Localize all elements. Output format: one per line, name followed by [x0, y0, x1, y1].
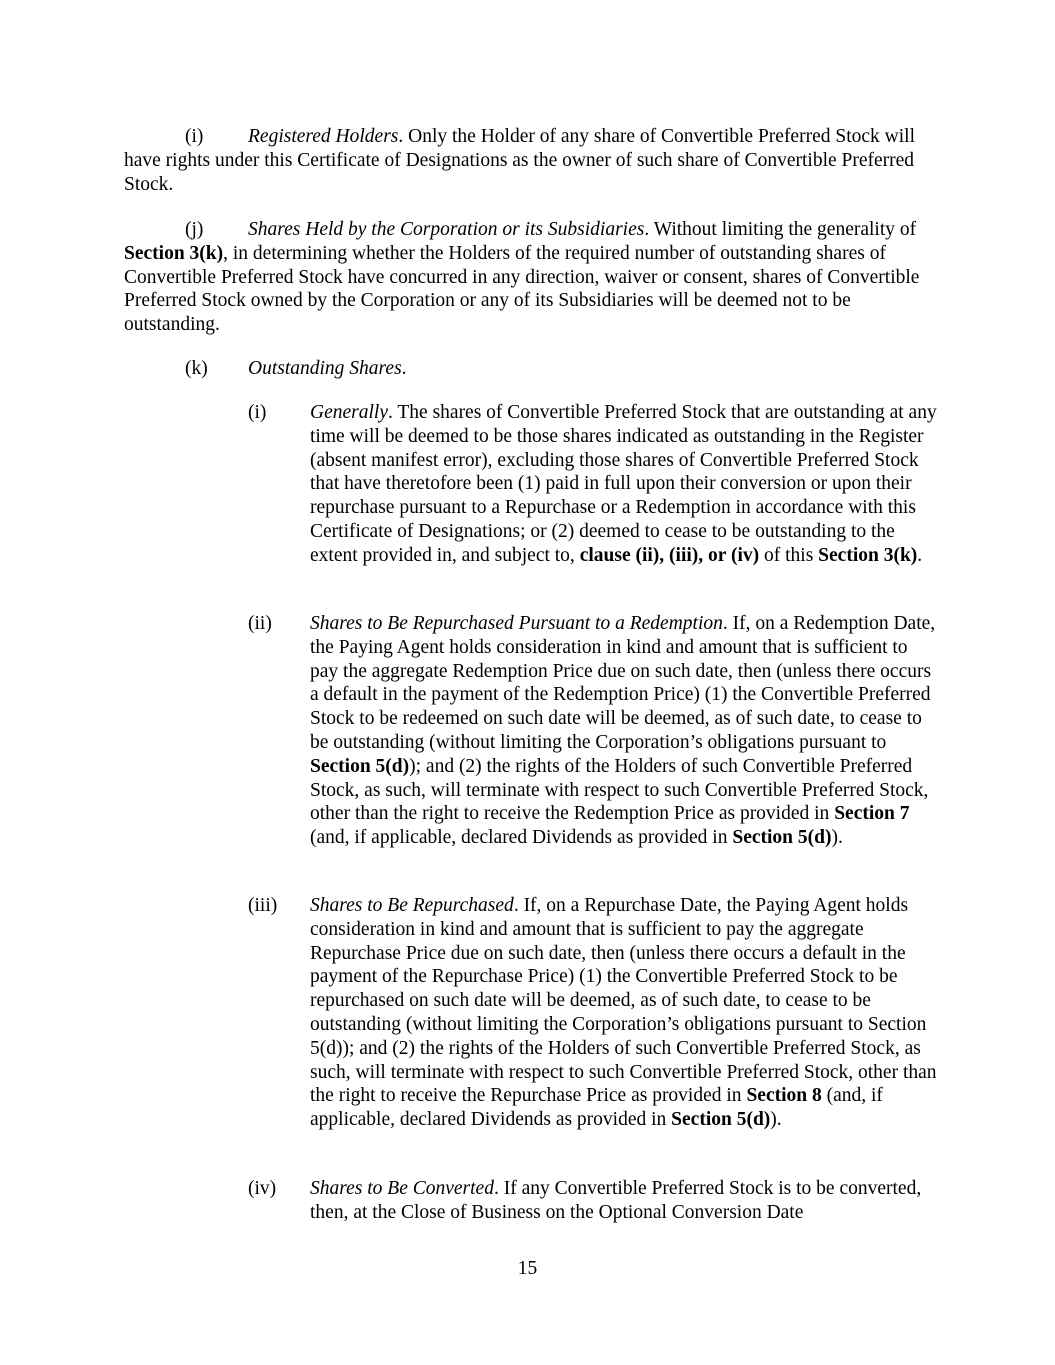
- section-i-title: Registered Holders: [248, 126, 399, 147]
- section-j-text: , in determining whether the Holders of the required number of outstanding shares of Convertible Preferred Stock have concurred in any direction, waiver or consent, shares of Convertible Preferred Stock owned by the Corporation or any of its Subsidiaries will be deemed not to be outstanding.: [124, 242, 920, 336]
- section-ref: Section 7: [834, 803, 910, 825]
- subsection-text: . If, on a Repurchase Date, the Paying Agent holds consideration in kind and amount that is sufficient to pay the aggregate Repurchase Price due on such date, then (unless there occurs a default in the payment of the Repurchase Price) (1) the Convertible Preferred Stock to be repurchased on such date will be deemed, as of such date, to cease to be outstanding (without limiting the Corporation’s obligations pursuant to Section 5(d)); and (2) the rights of the Holders of such Convertible Preferred Stock, as such, will terminate with respect to such Convertible Preferred Stock, other than the right to receive the Repurchase Price as provided in: [310, 895, 937, 1107]
- subsection-i: [248, 401, 938, 568]
- page-number: 15: [517, 1258, 538, 1279]
- section-ref: Section 3(k): [818, 544, 918, 566]
- subsection-text: ); and (2) the rights of the Holders of such Convertible Preferred Stock, as such, will terminate with respect to such Convertible Preferred Stock, other than the right to receive the Redemption Price as provided in: [310, 755, 929, 825]
- subsection-iii-label: (iii): [248, 895, 278, 916]
- subsection-text: . If, on a Redemption Date, the Paying Agent holds consideration in kind and amount that is sufficient to pay the aggregate Redemption Price due on such date, then (unless there occurs a default in the payment of the Redemption Price) (1) the Convertible Preferred Stock to be redeemed on such date will be deemed, as of such date, to cease to be outstanding (without limiting the Corporation’s obligations pursuant to: [310, 613, 936, 753]
- subsection-iii-title: Shares to Be Repurchased: [310, 895, 514, 916]
- section-j-title: Shares Held by the Corporation or its Subsidiaries: [248, 219, 645, 240]
- section-i-label: (i): [185, 126, 204, 147]
- subsection-text: (and, if applicable, declared Dividends as provided in: [310, 827, 733, 849]
- section-j-label: (j): [185, 219, 204, 240]
- section-k-title: Outstanding Shares: [248, 358, 402, 379]
- subsection-iv-title: Shares to Be Converted: [310, 1178, 494, 1199]
- section-ref: Section 3(k): [124, 242, 224, 264]
- subsection-text: ).: [831, 827, 843, 849]
- subsection-iv-body: [310, 1177, 938, 1225]
- section-j: [124, 218, 936, 337]
- subsection-i-label: (i): [248, 402, 267, 423]
- section-ref: clause (ii), (iii), or (iv): [579, 544, 760, 566]
- section-k-label: (k): [185, 358, 208, 379]
- subsection-iii-body: [310, 894, 938, 1132]
- subsection-ii-label: (ii): [248, 613, 272, 634]
- subsection-text: ).: [770, 1109, 782, 1131]
- subsection-text: . The shares of Convertible Preferred Stock that are outstanding at any time will be deemed to be those shares indicated as outstanding in the Register (absent manifest error), excluding those shares of Convertible Preferred Stock that have theretofore been (1) paid in full upon their conversion or upon their repurchase pursuant to a Repurchase or a Redemption in accordance with this Certificate of Designations; or (2) deemed to cease to be outstanding to the extent provided in, and subject to,: [310, 402, 937, 566]
- subsection-text: . If any Convertible Preferred Stock is to be converted, then, at the Close of Business on the Optional Conversion Date: [310, 1178, 922, 1223]
- section-j-text: . Without limiting the generality of: [644, 219, 917, 240]
- subsection-i-body: [310, 401, 938, 568]
- subsection-iv: [248, 1177, 938, 1225]
- subsection-text: of this: [759, 544, 819, 566]
- subsection-iv-label: (iv): [248, 1178, 277, 1199]
- subsection-ii-body: [310, 612, 938, 850]
- subsection-i-title: Generally: [310, 402, 388, 423]
- section-k: [124, 357, 936, 381]
- subsection-ii: [248, 612, 938, 850]
- subsection-text: (and, if applicable, declared Dividends as provided in: [310, 1085, 883, 1131]
- section-ref: Section 5(d): [671, 1109, 771, 1131]
- section-ref: Section 8: [746, 1085, 822, 1107]
- section-ref: Section 5(d): [310, 755, 410, 777]
- section-i: [124, 125, 936, 196]
- section-i-text: . Only the Holder of any share of Convertible Preferred Stock will have rights under this Certificate of Designations as the owner of such share of Convertible Preferred Stock.: [124, 126, 915, 195]
- section-k-punct: .: [401, 358, 407, 379]
- subsection-text: .: [917, 544, 923, 566]
- subsection-ii-title: Shares to Be Repurchased Pursuant to a Redemption: [310, 613, 723, 634]
- subsection-iii: [248, 894, 938, 1132]
- section-ref: Section 5(d): [732, 827, 832, 849]
